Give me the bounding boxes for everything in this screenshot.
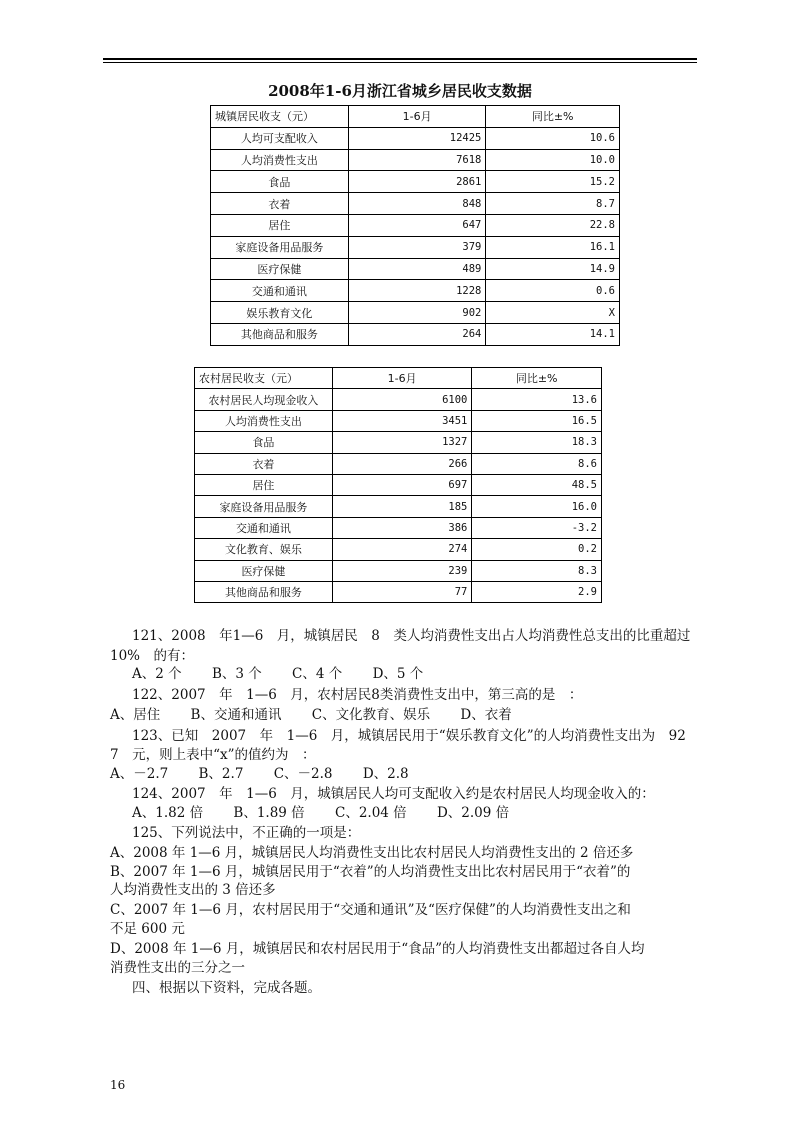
row-label: 医疗保健: [195, 560, 333, 581]
row-label: 交通和通讯: [211, 280, 349, 302]
q125-option-d-line2: 消费性支出的三分之一: [110, 960, 245, 976]
q121-option-b: B、3 个: [211, 666, 262, 682]
q123-options: [110, 764, 700, 784]
yoy-cell: 14.1: [486, 323, 620, 345]
table-row: [211, 149, 620, 171]
yoy-cell: 10.6: [486, 127, 620, 149]
row-label: 人均可支配收入: [211, 127, 349, 149]
row-label: 交通和通讯: [195, 517, 333, 538]
value-cell: 12425: [348, 127, 486, 149]
q125-stem: 125、下列说法中，不正确的一项是：: [132, 825, 361, 841]
yoy-cell: 8.3: [472, 560, 602, 581]
yoy-cell: 0.2: [472, 539, 602, 560]
row-label: 衣着: [195, 453, 333, 474]
q124-options: [110, 803, 722, 823]
value-cell: 266: [332, 453, 471, 474]
row-label: 其他商品和服务: [195, 581, 333, 602]
table-row: [211, 280, 620, 302]
table-row: [211, 323, 620, 345]
row-label: 食品: [195, 432, 333, 453]
yoy-cell: -3.2: [472, 517, 602, 538]
section-heading: 四、根据以下资料，完成各题。: [132, 980, 321, 996]
value-cell: 489: [348, 258, 486, 280]
value-cell: 1228: [348, 280, 486, 302]
value-cell: 697: [332, 474, 471, 495]
table-row: [195, 560, 602, 581]
yoy-cell: 16.5: [472, 410, 602, 431]
row-label: 衣着: [211, 193, 349, 215]
table-row: [211, 193, 620, 215]
table-row: [195, 474, 602, 495]
column-header: 1-6月: [348, 106, 486, 128]
table-row: [195, 453, 602, 474]
q122-option-c: C、文化教育、娱乐: [311, 707, 431, 723]
value-cell: 386: [332, 517, 471, 538]
q123-option-b: B、2.7: [198, 766, 244, 782]
urban-table: [210, 105, 620, 346]
q123-stem-line2: 7 元，则上表中“x”的值约为 ：: [110, 747, 316, 763]
value-cell: 902: [348, 302, 486, 324]
yoy-cell: 22.8: [486, 214, 620, 236]
yoy-cell: X: [486, 302, 620, 324]
column-header: 1-6月: [332, 368, 471, 389]
q125-option-b-line1: B、2007 年 1—6 月，城镇居民用于“衣着”的人均消费性支出比农村居民用于“衣着”的: [110, 864, 631, 880]
q125-option-b-line2: 人均消费性支出的 3 倍还多: [110, 882, 276, 898]
row-label: 居住: [195, 474, 333, 495]
urban-table-body: [211, 106, 620, 346]
row-label: 农村居民人均现金收入: [195, 389, 333, 410]
yoy-cell: 18.3: [472, 432, 602, 453]
q125-option-a: A、2008 年 1—6 月，城镇居民人均消费性支出比农村居民人均消费性支出的 2 倍还多: [110, 845, 634, 861]
q123-option-a: A、－2.7: [110, 766, 169, 782]
column-header: 同比±%: [486, 106, 620, 128]
q123-option-d: D、2.8: [362, 766, 409, 782]
value-cell: 6100: [332, 389, 471, 410]
table-row: [195, 539, 602, 560]
table-row: [211, 236, 620, 258]
yoy-cell: 13.6: [472, 389, 602, 410]
row-label: 其他商品和服务: [211, 323, 349, 345]
value-cell: 2861: [348, 171, 486, 193]
value-cell: 239: [332, 560, 471, 581]
q121-option-d: D、5 个: [372, 666, 424, 682]
q123-option-c: C、－2.8: [273, 766, 333, 782]
row-label: 娱乐教育文化: [211, 302, 349, 324]
q121-options: [110, 664, 722, 684]
header-rule-thin: [103, 62, 697, 63]
column-header: 城镇居民收支（元）: [211, 106, 349, 128]
value-cell: 77: [332, 581, 471, 602]
value-cell: 3451: [332, 410, 471, 431]
yoy-cell: 15.2: [486, 171, 620, 193]
table-row: [211, 258, 620, 280]
yoy-cell: 8.7: [486, 193, 620, 215]
yoy-cell: 8.6: [472, 453, 602, 474]
yoy-cell: 16.0: [472, 496, 602, 517]
q122-stem: 122、2007 年 1—6 月，农村居民8类消费性支出中，第三高的是 ：: [132, 687, 583, 703]
value-cell: 7618: [348, 149, 486, 171]
q125-option-c-line2: 不足 600 元: [110, 921, 185, 937]
row-label: 食品: [211, 171, 349, 193]
q122-options: [110, 705, 700, 725]
value-cell: 264: [348, 323, 486, 345]
table-row: [211, 127, 620, 149]
table-row: [195, 496, 602, 517]
q121-stem-line2: 10% 的有：: [110, 648, 195, 664]
q123-stem-line1: 123、已知 2007 年 1—6 月，城镇居民用于“娱乐教育文化”的人均消费性支出为 92: [132, 728, 686, 744]
value-cell: 274: [332, 539, 471, 560]
row-label: 家庭设备用品服务: [195, 496, 333, 517]
q124-option-d: D、2.09 倍: [436, 805, 510, 821]
rural-table: [194, 367, 602, 603]
yoy-cell: 14.9: [486, 258, 620, 280]
table-header-row: [195, 368, 602, 389]
document-title: 2008年1-6月浙江省城乡居民收支数据: [268, 82, 532, 100]
table-row: [211, 171, 620, 193]
value-cell: 185: [332, 496, 471, 517]
row-label: 医疗保健: [211, 258, 349, 280]
yoy-cell: 16.1: [486, 236, 620, 258]
q124-option-a: A、1.82 倍: [132, 805, 204, 821]
q124-option-b: B、1.89 倍: [233, 805, 305, 821]
q122-option-a: A、居住: [110, 707, 161, 723]
table-row: [195, 389, 602, 410]
page-number: 16: [110, 1078, 126, 1092]
column-header: 同比±%: [472, 368, 602, 389]
table-row: [195, 581, 602, 602]
q121-option-c: C、4 个: [292, 666, 343, 682]
q122-option-b: B、交通和通讯: [190, 707, 282, 723]
yoy-cell: 2.9: [472, 581, 602, 602]
value-cell: 379: [348, 236, 486, 258]
row-label: 居住: [211, 214, 349, 236]
value-cell: 1327: [332, 432, 471, 453]
table-row: [195, 432, 602, 453]
header-rule: [103, 58, 697, 60]
q124-stem: 124、2007 年 1—6 月，城镇居民人均可支配收入约是农村居民人均现金收入的：: [132, 786, 655, 802]
yoy-cell: 48.5: [472, 474, 602, 495]
yoy-cell: 10.0: [486, 149, 620, 171]
row-label: 人均消费性支出: [211, 149, 349, 171]
table-row: [211, 302, 620, 324]
q122-option-d: D、衣着: [460, 707, 512, 723]
row-label: 家庭设备用品服务: [211, 236, 349, 258]
column-header: 农村居民收支（元）: [195, 368, 333, 389]
value-cell: 848: [348, 193, 486, 215]
table-row: [211, 214, 620, 236]
value-cell: 647: [348, 214, 486, 236]
table-header-row: [211, 106, 620, 128]
table-row: [195, 410, 602, 431]
q121-option-a: A、2 个: [132, 666, 182, 682]
q125-option-c-line1: C、2007 年 1—6 月，农村居民用于“交通和通讯”及“医疗保健”的人均消费性支出之和: [110, 902, 631, 918]
q121-stem-line1: 121、2008 年1—6 月，城镇居民 8 类人均消费性支出占人均消费性总支出的比重超过: [132, 628, 691, 644]
table-row: [195, 517, 602, 538]
yoy-cell: 0.6: [486, 280, 620, 302]
q125-option-d-line1: D、2008 年 1—6 月，城镇居民和农村居民用于“食品”的人均消费性支出都超过各自人均: [110, 941, 645, 957]
q124-option-c: C、2.04 倍: [334, 805, 407, 821]
row-label: 文化教育、娱乐: [195, 539, 333, 560]
row-label: 人均消费性支出: [195, 410, 333, 431]
rural-table-body: [195, 368, 602, 603]
